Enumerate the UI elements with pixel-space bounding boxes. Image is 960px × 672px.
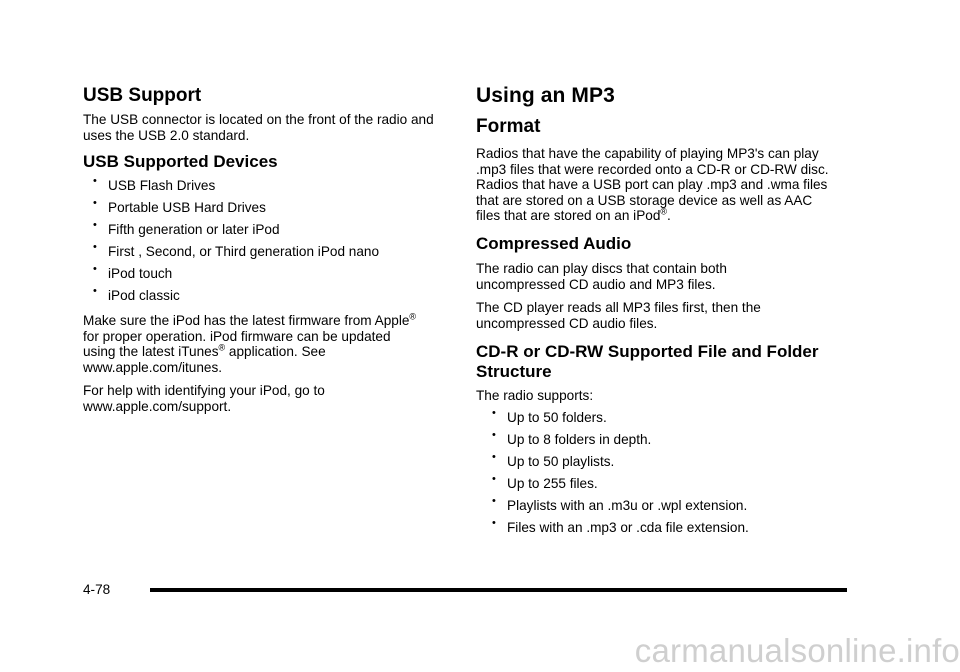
registered-mark: ® xyxy=(660,206,668,217)
compressed-audio-heading: Compressed Audio xyxy=(476,234,632,253)
bullet-icon: • xyxy=(492,473,496,485)
bullet-icon: • xyxy=(93,175,97,187)
page-number: 4-78 xyxy=(83,582,111,597)
bullet-icon: • xyxy=(492,495,496,507)
compressed-text-1: The radio can play discs that contain both uncompressed CD audio and MP3 files. xyxy=(476,261,727,292)
bullet-icon: • xyxy=(492,429,496,441)
bullet-icon: • xyxy=(93,219,97,231)
help-text: For help with identifying your iPod, go to www.apple.com/support. xyxy=(83,383,325,414)
bullet-icon: • xyxy=(492,451,496,463)
bullet-icon: • xyxy=(492,517,496,529)
usb-support-heading: USB Support xyxy=(83,85,202,106)
bullet-icon: • xyxy=(492,407,496,419)
cdr-heading: CD-R or CD-RW Supported File and Folder Structure xyxy=(476,342,819,381)
supports-text: The radio supports: xyxy=(476,388,594,403)
bullet-icon: • xyxy=(93,263,97,275)
registered-mark: ® xyxy=(218,342,226,353)
bullet-icon: • xyxy=(93,241,97,253)
compressed-text-2: The CD player reads all MP3 files first, then the uncompressed CD audio files. xyxy=(476,300,761,331)
devices-heading: USB Supported Devices xyxy=(83,152,278,171)
usb-support-text: The USB connector is located on the front of the radio and uses the USB 2.0 standard. xyxy=(83,112,434,143)
watermark: carmanualsonline.info xyxy=(634,632,960,669)
format-heading: Format xyxy=(476,116,541,137)
using-mp3-heading: Using an MP3 xyxy=(476,84,615,107)
bullet-icon: • xyxy=(93,285,97,297)
bullet-icon: • xyxy=(93,197,97,209)
footer-rule xyxy=(150,588,847,592)
registered-mark: ® xyxy=(409,311,417,322)
firmware-text: Make sure the iPod has the latest firmware from Apple® for proper operation. iPod firmware can be updated using the latest iTunes® application. See www.apple.com/itunes. xyxy=(83,311,417,375)
format-text: Radios that have the capability of playing MP3's can play .mp3 files that were recorded onto a CD-R or CD-RW disc. Radios that have a USB port can play .mp3 and .wma files that are stored on a USB storage device as well as AAC files that are stored on an iPod®. xyxy=(476,146,829,223)
